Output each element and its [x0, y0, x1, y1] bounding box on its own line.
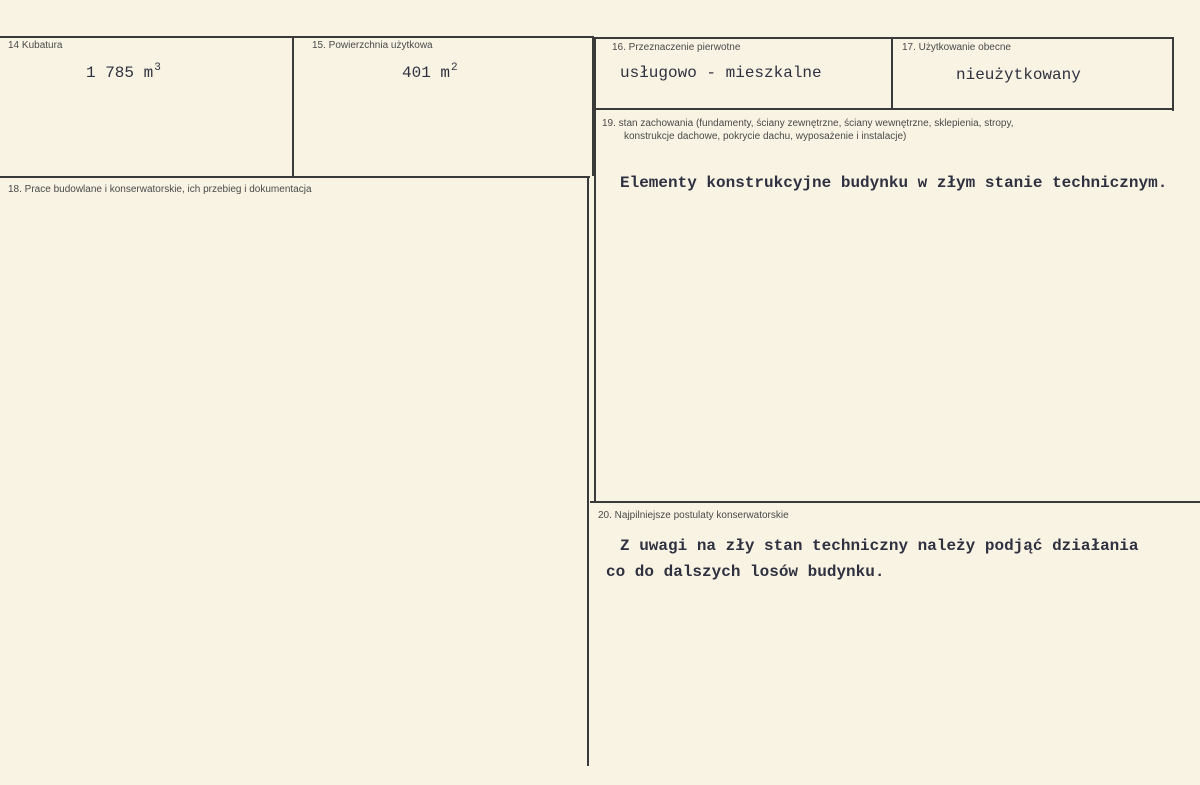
field-15-number: 401 m	[402, 64, 451, 82]
field-15-value	[402, 62, 458, 82]
field-14-label: 14 Kubatura	[8, 40, 63, 51]
field-18-label: 18. Prace budowlane i konserwatorskie, ich przebieg i dokumentacja	[8, 184, 312, 195]
divider-right-column	[594, 37, 596, 503]
divider-row1-bottom-left	[0, 176, 590, 178]
field-15-label: 15. Powierzchnia użytkowa	[312, 40, 433, 51]
field-15-exponent: 2	[451, 62, 458, 74]
field-19-label-line1: 19. stan zachowania (fundamenty, ściany zewnętrzne, ściany wewnętrzne, sklepienia, stropy,	[602, 118, 1014, 129]
field-14-number: 1 785 m	[86, 64, 154, 82]
field-16-value: usługowo - mieszkalne	[620, 64, 822, 82]
field-20-value-line1: Z uwagi na zły stan techniczny należy podjąć działania	[620, 537, 1139, 555]
top-border-left	[0, 36, 592, 38]
field-19-value: Elementy konstrukcyjne budynku w złym stanie technicznym.	[620, 174, 1168, 192]
divider-16-17	[891, 37, 893, 109]
divider-19-20	[590, 501, 1200, 503]
divider-row1-bottom-right	[596, 108, 1174, 110]
field-17-label: 17. Użytkowanie obecne	[902, 42, 1011, 53]
field-17-value: nieużytkowany	[956, 66, 1081, 84]
field-20-value-line2: co do dalszych losów budynku.	[606, 563, 885, 581]
field-14-value	[86, 62, 161, 82]
divider-14-15	[292, 36, 294, 176]
top-border-right	[596, 37, 1172, 39]
field-20-label: 20. Najpilniejsze postulaty konserwatorskie	[598, 510, 789, 521]
field-14-exponent: 3	[154, 62, 161, 74]
right-border	[1172, 37, 1174, 111]
field-19-label-line2: konstrukcje dachowe, pokrycie dachu, wyposażenie i instalacje)	[624, 131, 907, 142]
divider-main-column	[587, 176, 589, 766]
field-16-label: 16. Przeznaczenie pierwotne	[612, 42, 741, 53]
